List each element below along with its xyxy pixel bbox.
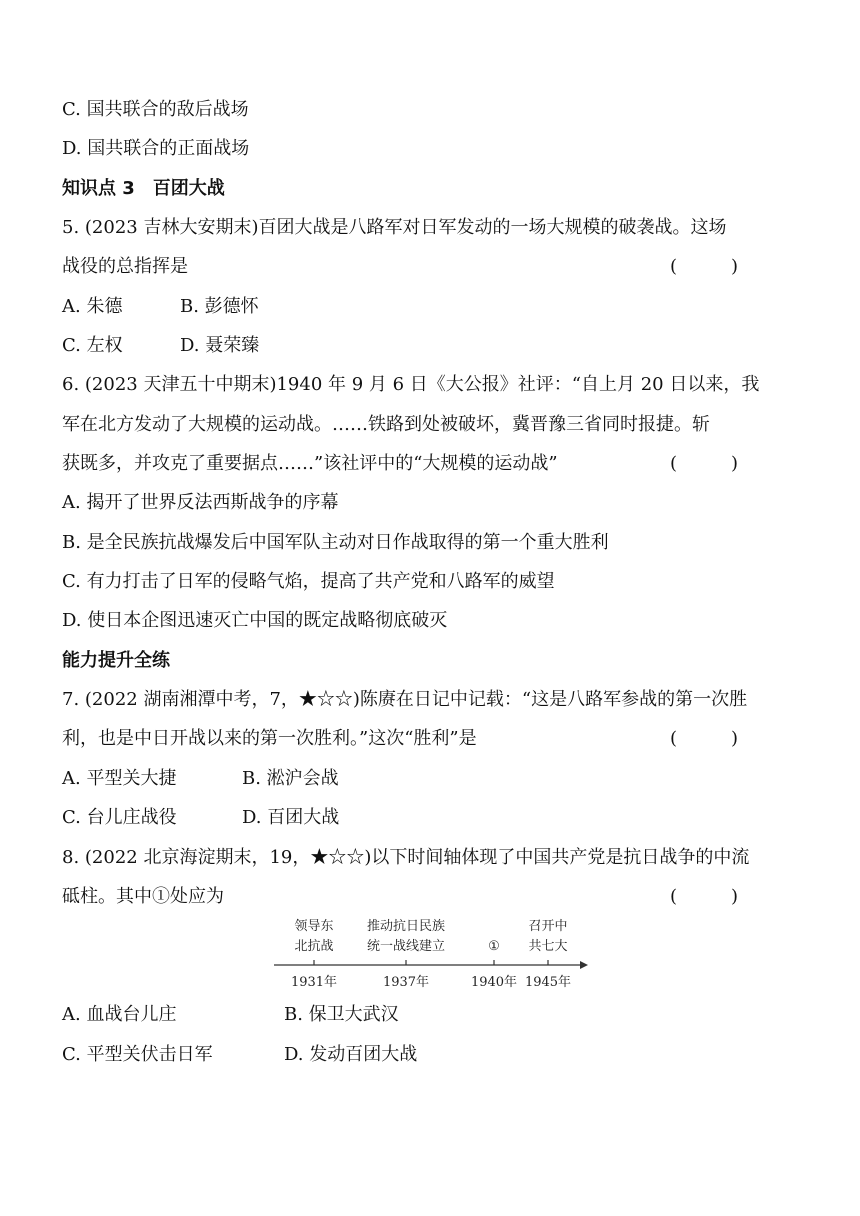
- q6-option-c: C. 有力打击了日军的侵略气焰，提高了共产党和八路军的威望: [62, 571, 555, 592]
- q8-stem-line-1: 8. (2022 北京海淀期末，19，★☆☆)以下时间轴体现了中国共产党是抗日战争的中流: [62, 847, 750, 868]
- timeline-year-label: 1945年: [524, 975, 572, 990]
- q7-option-d: D. 百团大战: [242, 807, 340, 828]
- q7-options-row-1: [62, 767, 802, 791]
- timeline-year-label: 1940年: [470, 975, 518, 990]
- q6-option-b: B. 是全民族抗战爆发后中国军队主动对日作战取得的第一个重大胜利: [62, 532, 609, 553]
- timeline-event-label: 领导东: [294, 919, 334, 934]
- q7-option-c: C. 台儿庄战役: [62, 807, 177, 828]
- answer-bracket: ( ): [669, 256, 738, 277]
- q8-option-c: C. 平型关伏击日军: [62, 1044, 213, 1065]
- section-heading-ability: 能力提升全练: [62, 650, 170, 671]
- timeline-event-label: 召开中: [528, 919, 568, 934]
- timeline-figure: [268, 914, 598, 994]
- q5-stem-line-1: 5. (2023 吉林大安期末)百团大战是八路军对日军发动的一场大规模的破袭战。这场: [62, 217, 727, 238]
- timeline-event-label: 共七大: [528, 939, 568, 954]
- q6-stem-line-1: 6. (2023 天津五十中期末)1940 年 9 月 6 日《大公报》社评：“自上月 20 日以来，我: [62, 374, 760, 395]
- q7-stem-line-1: 7. (2022 湖南湘潭中考，7，★☆☆)陈赓在日记中记载：“这是八路军参战的第一次胜: [62, 689, 748, 710]
- timeline-event-label: 推动抗日民族: [366, 919, 446, 934]
- q6-option-d: D. 使日本企图迅速灭亡中国的既定战略彻底破灭: [62, 610, 448, 631]
- q8-options-row-2: [62, 1043, 802, 1067]
- timeline-event-label: 北抗战: [294, 939, 334, 954]
- q5-option-b: B. 彭德怀: [180, 296, 259, 317]
- q7-option-a: A. 平型关大捷: [62, 768, 177, 789]
- timeline-year-label: 1937年: [382, 975, 430, 990]
- timeline-arrow: [580, 961, 588, 969]
- q5-options-row-1: [62, 295, 802, 319]
- q5-option-a: A. 朱德: [62, 296, 123, 317]
- q5-options-row-2: [62, 334, 802, 358]
- answer-bracket: ( ): [669, 886, 738, 907]
- q8-option-a: A. 血战台儿庄: [62, 1004, 177, 1025]
- q6-stem-line-3: 获既多，并攻克了重要据点……”该社评中的“大规模的运动战” ( ): [62, 453, 738, 474]
- q7-options-row-2: [62, 806, 802, 830]
- timeline-event-label: ①: [488, 939, 500, 954]
- answer-bracket: ( ): [669, 728, 738, 749]
- q7-option-b: B. 淞沪会战: [242, 768, 339, 789]
- answer-bracket: ( ): [669, 453, 738, 474]
- timeline-event-label: 统一战线建立: [366, 939, 446, 954]
- q8-options-row-1: [62, 1003, 802, 1027]
- q6-stem-line-2: 军在北方发动了大规模的运动战。……铁路到处被破坏，冀晋豫三省同时报捷。斩: [62, 414, 710, 435]
- q5-stem-line-2: 战役的总指挥是 ( ): [62, 256, 738, 277]
- q4-option-d: D. 国共联合的正面战场: [62, 138, 250, 159]
- q7-stem-line-2: 利，也是中日开战以来的第一次胜利。”这次“胜利”是 ( ): [62, 728, 738, 749]
- q8-stem-line-2: 砥柱。其中①处应为 ( ): [62, 886, 738, 907]
- timeline-year-label: 1931年: [290, 975, 338, 990]
- q5-option-d: D. 聂荣臻: [180, 335, 260, 356]
- q4-option-c: C. 国共联合的敌后战场: [62, 99, 249, 120]
- q8-option-b: B. 保卫大武汉: [284, 1004, 399, 1025]
- q8-option-d: D. 发动百团大战: [284, 1044, 418, 1065]
- q6-option-a: A. 揭开了世界反法西斯战争的序幕: [62, 492, 339, 513]
- q5-option-c: C. 左权: [62, 335, 123, 356]
- section-heading-knowledge-3: 知识点 3 百团大战: [62, 178, 225, 199]
